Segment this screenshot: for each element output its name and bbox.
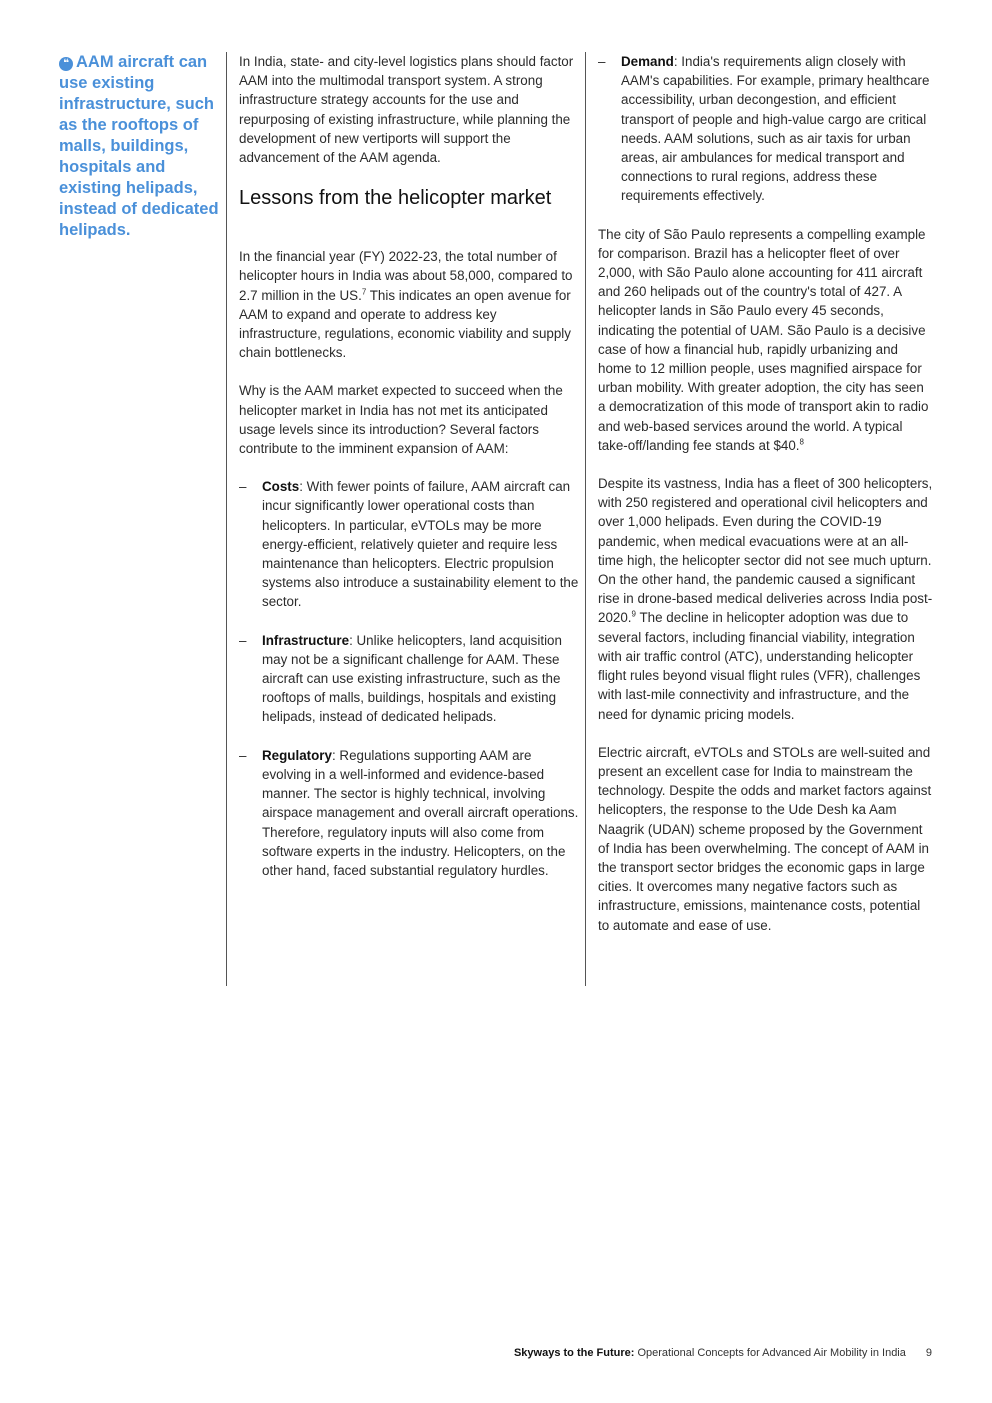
list-item-term: Costs <box>262 479 300 495</box>
paragraph: Why is the AAM market expected to succeed when the helicopter market in India has not met its anticipated usage levels since its introduction? Several factors contribute to the imminent expansion of AAM: <box>239 383 563 457</box>
page-number: 9 <box>925 1347 932 1359</box>
section-heading: Lessons from the helicopter market <box>239 187 552 210</box>
list-item-term: Regulatory <box>262 747 332 763</box>
paragraph: Electric aircraft, eVTOLs and STOLs are well-suited and present an excellent case for India to mainstream the technology. Despite the odds and market factors against helicopters, the response to the Ude Desh ka Aam Naagrik (UDAN) scheme proposed by the Government of India has been overwhelming. The concept of AAM in the transport sector bridges the economic gaps in large cities. It overcomes many negative factors such as infrastructure, emissions, maintenance costs, potential to automate and ease of use. <box>598 744 932 933</box>
paragraph-text: In the financial year (FY) 2022-23, the total number of helicopter hours in India was about 58,000, compared to 2.7 million in the US. <box>239 249 573 303</box>
list-item <box>598 52 933 206</box>
factor-list <box>598 52 933 206</box>
footer-title-bold: Skyways to the Future: <box>513 1347 635 1359</box>
pull-quote-text: AAM aircraft can use existing infrastructure, such as the rooftops of malls, buildings, hospitals and existing helipads, instead of dedicated helipads. <box>59 53 219 239</box>
intro-paragraph: In India, state- and city-level logistics plans should factor AAM into the multimodal transport system. A strong infrastructure strategy accounts for the use and repurposing of existing infrastructure, while planning the development of new vertiports will support the advancement of the AAM agenda. <box>239 54 574 166</box>
list-item-text: : With fewer points of failure, AAM aircraft can incur significantly lower operational costs than helicopters. In particular, eVTOLs may be more energy-efficient, relatively quieter and require less maintenance than helicopters. Electric propulsion systems also introduce a sustainability element to the sector. <box>262 479 579 610</box>
list-item <box>239 746 579 880</box>
list-item-text: : Regulations supporting AAM are evolving in a well-informed and evidence-based manner. The sector is highly technical, involving airspace management and overall aircraft operations. Therefore, regulatory inputs will also come from software experts in the industry. Helicopters, on the other hand, faced substantial regulatory hurdles. <box>262 747 579 878</box>
list-item-term: Demand <box>621 54 674 69</box>
list-item-term: Infrastructure <box>262 632 350 648</box>
paragraph-text: The city of São Paulo represents a compelling example for comparison. Brazil has a helicopter fleet of over 2,000, with São Paulo alone accounting for 411 aircraft and 260 helipads out of the country's total of 427. A helicopter lands in São Paulo every 45 seconds, indicating the potential of UAM. São Paulo is a decisive case of how a financial hub, rapidly urbanizing and home to 12 million people, uses magnified airspace for urban mobility. With greater adoption, the city has seen a democratization of this mode of transport akin to radio and web-based services around the world. A typical take-off/landing fee stands at $40. <box>598 226 929 453</box>
pull-quote-column <box>59 52 219 241</box>
body-column-left <box>226 52 579 986</box>
list-item-text: : Unlike helicopters, land acquisition may not be a significant challenge for AAM. These aircraft can use existing infrastructure, such as the rooftops of malls, buildings, hospitals and existing helipads, instead of dedicated helipads. <box>262 632 562 725</box>
quote-icon: ❝ <box>59 57 73 71</box>
page-footer <box>0 1347 932 1359</box>
paragraph-text: Despite its vastness, India has a fleet of 300 helicopters, with 250 registered and operational civil helicopters and over 1,000 helipads. Even during the COVID-19 pandemic, when medical evacuations were at an all-time high, the helicopter sector did not see much upturn. On the other hand, the pandemic caused a significant rise in drone-based medical deliveries across India post-2020. <box>598 476 933 626</box>
paragraph <box>598 225 933 455</box>
list-item <box>239 631 579 727</box>
footnote-ref[interactable]: 9 <box>631 610 636 620</box>
footer-title: Operational Concepts for Advanced Air Mobility in India <box>634 1347 906 1359</box>
pull-quote <box>59 52 219 241</box>
paragraph-text: This indicates an open avenue for AAM to expand and operate to address key infrastructure, regulations, economic viability and supply chain bottlenecks. <box>239 287 571 361</box>
factor-list <box>239 477 579 880</box>
footnote-ref[interactable]: 7 <box>361 287 367 297</box>
list-item-text: : India's requirements align closely with AAM's capabilities. For example, primary healthcare accessibility, urban decongestion, and efficient transport of people and high-value cargo are critical needs. AAM solutions, such as air taxis for urban areas, air ambulances for medical transport and connections to rural regions, address these requirements effectively. <box>621 54 930 204</box>
body-column-right <box>585 52 933 986</box>
paragraph <box>598 474 933 724</box>
paragraph-text: The decline in helicopter adoption was due to several factors, including financial viability, integration with air traffic control (ATC), understanding helicopter flight rules beyond visual flight rules (VFR), challenges with last-mile connectivity and infrastructure, and the need for dynamic pricing models. <box>598 610 921 722</box>
paragraph <box>239 247 579 362</box>
footnote-ref[interactable]: 8 <box>799 437 804 447</box>
list-item <box>239 477 579 611</box>
